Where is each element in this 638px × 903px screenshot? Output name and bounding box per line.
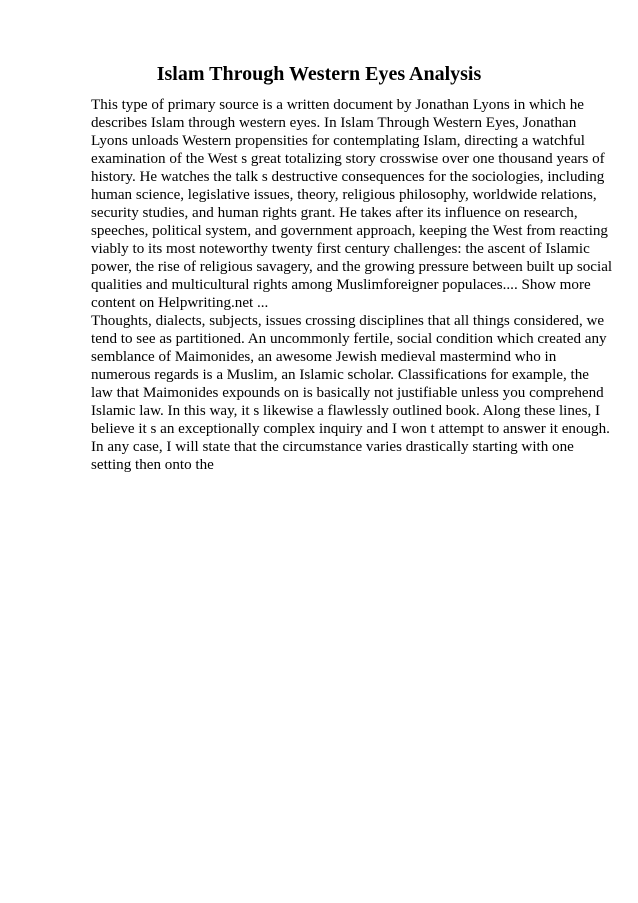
text-line: Islamic law. In this way, it s likewise a flawlessly outlined book. Along these lines, I: [91, 403, 601, 419]
paragraph-2: [91, 312, 610, 474]
text-line: security studies, and human rights grant. He takes after its influence on research,: [91, 205, 578, 221]
text-line: human science, legislative issues, theory, religious philosophy, worldwide relations,: [91, 187, 597, 203]
text-line: tend to see as partitioned. An uncommonly fertile, social condition which created any: [91, 331, 607, 347]
text-line: In any case, I will state that the circumstance varies drastically starting with one: [91, 439, 574, 455]
text-line: Thoughts, dialects, subjects, issues crossing disciplines that all things considered, we: [91, 313, 605, 329]
document-title: Islam Through Western Eyes Analysis: [156, 63, 482, 85]
paragraph-1: [91, 96, 613, 312]
text-line: Lyons unloads Western propensities for contemplating Islam, directing a watchful: [91, 133, 585, 149]
text-line: viably to its most noteworthy twenty first century challenges: the ascent of Islamic: [91, 241, 590, 257]
text-line: law that Maimonides expounds on is basically not justifiable unless you comprehend: [91, 385, 604, 401]
text-line: This type of primary source is a written document by Jonathan Lyons in which he: [91, 97, 584, 113]
text-line: power, the rise of religious savagery, and the growing pressure between built up social: [91, 259, 613, 275]
text-line: setting then onto the: [91, 457, 214, 473]
text-line: semblance of Maimonides, an awesome Jewish medieval mastermind who in: [91, 349, 557, 365]
text-line: speeches, political system, and government approach, keeping the West from reacting: [91, 223, 608, 239]
text-line: examination of the West s great totalizing story crosswise over one thousand years of: [91, 151, 605, 167]
text-line: numerous regards is a Muslim, an Islamic scholar. Classifications for example, the: [91, 367, 589, 383]
text-line: describes Islam through western eyes. In Islam Through Western Eyes, Jonathan: [91, 115, 577, 131]
text-line: history. He watches the talk s destructive consequences for the sociologies, including: [91, 169, 605, 185]
text-line: believe it s an exceptionally complex inquiry and I won t attempt to answer it enough.: [91, 421, 610, 437]
text-line: content on Helpwriting.net ...: [91, 295, 269, 311]
document-body: [91, 96, 613, 474]
text-line: qualities and multicultural rights among Muslimforeigner populaces.... Show more: [91, 277, 591, 293]
